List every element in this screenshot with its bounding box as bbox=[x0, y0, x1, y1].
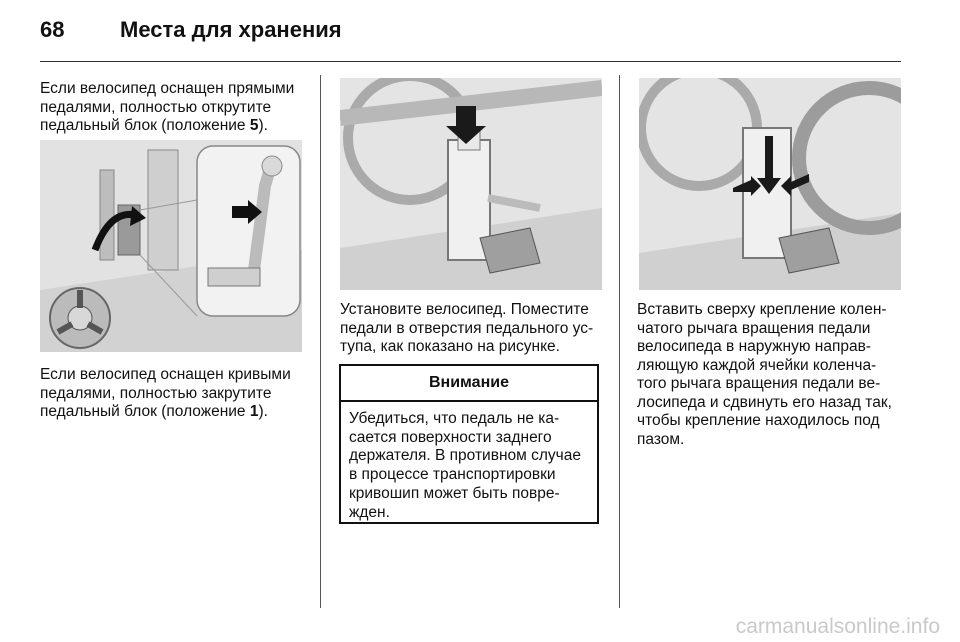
text-line: лосипеда и сдвинуть его назад так, bbox=[637, 393, 892, 411]
watermark: carmanualsonline.info bbox=[735, 615, 940, 638]
illustration-pedal-unscrew bbox=[40, 140, 302, 352]
text-line: в процессе транспортировки bbox=[349, 466, 556, 484]
text-line: сается поверхности заднего bbox=[349, 428, 552, 446]
illustration-pedal-insert bbox=[340, 78, 602, 290]
text-line: чатого рычага вращения педали bbox=[637, 319, 871, 337]
notice-body bbox=[341, 402, 597, 522]
position-ref: 5 bbox=[249, 117, 259, 134]
text-line: чтобы крепление находилось под bbox=[637, 412, 880, 429]
text-line: педальный блок (положение 1). bbox=[40, 403, 268, 420]
paragraph-straight-pedals bbox=[40, 80, 294, 136]
text-line: Убедиться, что педаль не ка- bbox=[349, 410, 560, 427]
warning-notice bbox=[339, 364, 599, 524]
text-line: кривошип может быть повре- bbox=[349, 484, 560, 502]
paragraph-crank-mount bbox=[637, 301, 892, 449]
text-line: того рычага вращения педали ве- bbox=[637, 375, 881, 392]
text-line: Установите велосипед. Поместите bbox=[340, 301, 589, 318]
text-line: жден. bbox=[349, 503, 390, 521]
text-line: педальный блок (положение 5). bbox=[40, 117, 268, 134]
position-ref: 1 bbox=[249, 403, 259, 420]
header-rule bbox=[40, 61, 901, 62]
paragraph-curved-pedals bbox=[40, 366, 291, 422]
text-line: пазом. bbox=[637, 430, 685, 448]
column-divider-1 bbox=[320, 75, 321, 608]
text-line: тупа, как показано на рисунке. bbox=[340, 338, 560, 355]
text-line: Если велосипед оснащен кривыми bbox=[40, 366, 291, 383]
text-line: велосипеда в наружную направ- bbox=[637, 338, 871, 355]
text-line: педалями, полностью открутите bbox=[40, 98, 272, 116]
text-line: Вставить сверху крепление колен- bbox=[637, 301, 887, 318]
page-number: 68 bbox=[40, 17, 65, 42]
text-line: ляющую каждой ячейки коленча- bbox=[637, 356, 877, 374]
text-line: Если велосипед оснащен прямыми bbox=[40, 80, 295, 97]
paragraph-install-bike bbox=[340, 301, 593, 357]
text-line: держателя. В противном случае bbox=[349, 447, 581, 465]
text-line: педалями, полностью закрутите bbox=[40, 384, 272, 402]
notice-heading: Внимание bbox=[341, 366, 597, 402]
column-divider-2 bbox=[619, 75, 620, 608]
illustration-crank-mount bbox=[639, 78, 901, 290]
page-title: Места для хранения bbox=[120, 17, 342, 42]
text-line: педали в отверстия педального ус- bbox=[340, 319, 594, 337]
